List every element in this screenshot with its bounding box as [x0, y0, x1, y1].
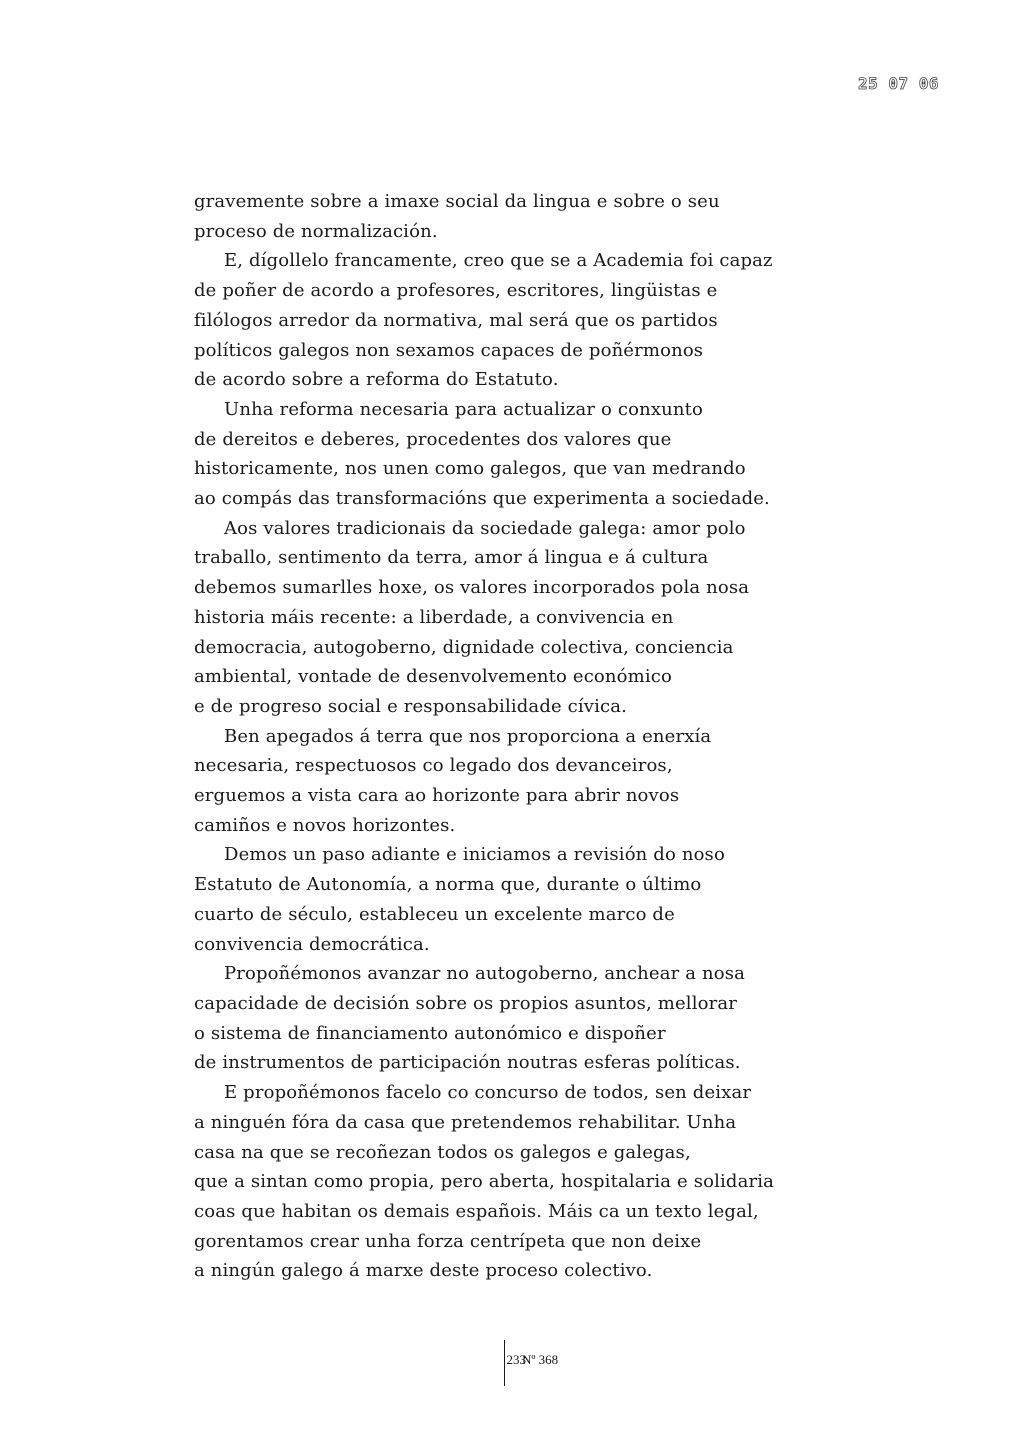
- text-line: de acordo sobre a reforma do Estatuto.: [194, 369, 559, 391]
- footer-divider: [504, 1340, 505, 1386]
- paragraph: [194, 1078, 854, 1286]
- text-line: debemos sumarlles hoxe, os valores incorporados pola nosa: [194, 577, 750, 599]
- text-line: ambiental, vontade de desenvolvemento económico: [194, 666, 672, 688]
- text-line: historicamente, nos unen como galegos, que van medrando: [194, 458, 746, 480]
- text-line: gorentamos crear unha forza centrípeta que non deixe: [194, 1230, 702, 1252]
- text-line: erguemos a vista cara ao horizonte para abrir novos: [194, 785, 680, 807]
- text-line: democracia, autogoberno, dignidade colectiva, conciencia: [194, 636, 734, 658]
- paragraph: [194, 514, 854, 722]
- date-stamp: 25 07 06: [858, 74, 940, 93]
- text-line: e de progreso social e responsabilidade cívica.: [194, 695, 628, 717]
- text-line: gravemente sobre a imaxe social da lingua e sobre o seu: [194, 191, 720, 212]
- text-line: que a sintan como propia, pero aberta, hospitalaria e solidaria: [194, 1171, 775, 1193]
- paragraph: [194, 959, 854, 1078]
- paragraph: [194, 722, 854, 841]
- text-line: historia máis recente: a liberdade, a convivencia en: [194, 606, 674, 628]
- text-line: a ningún galego á marxe deste proceso colectivo.: [194, 1260, 653, 1282]
- text-line: E propoñémonos facelo co concurso de todos, sen deixar: [224, 1082, 752, 1104]
- text-line: de dereitos e deberes, procedentes dos valores que: [194, 428, 672, 450]
- page-number: 233: [506, 1352, 526, 1367]
- text-line: camiños e novos horizontes.: [194, 814, 456, 836]
- issue-number: Nº 368: [522, 1352, 559, 1367]
- text-line: necesaria, respectuosos co legado dos devanceiros,: [194, 755, 673, 777]
- text-line: convivencia democrática.: [194, 933, 430, 955]
- paragraph: [194, 246, 854, 395]
- text-line: políticos galegos non sexamos capaces de poñérmonos: [194, 339, 704, 361]
- page-footer: [440, 1340, 640, 1386]
- text-line: E, dígollelo francamente, creo que se a Academia foi capaz: [224, 250, 773, 272]
- text-line: coas que habitan os demais españois. Máis ca un texto legal,: [194, 1200, 759, 1222]
- text-line: Aos valores tradicionais da sociedade galega: amor polo: [224, 517, 746, 539]
- text-line: proceso de normalización.: [194, 220, 438, 242]
- text-line: Unha reforma necesaria para actualizar o conxunto: [224, 398, 704, 420]
- body-text: [194, 187, 854, 1286]
- text-line: filólogos arredor da normativa, mal será que os partidos: [194, 309, 718, 331]
- text-line: de instrumentos de participación noutras esferas políticas.: [194, 1052, 741, 1074]
- paragraph: [194, 187, 854, 246]
- text-line: ao compás das transformacións que experimenta a sociedade.: [194, 488, 770, 510]
- text-line: de poñer de acordo a profesores, escritores, lingüistas e: [194, 280, 718, 302]
- text-line: o sistema de financiamento autonómico e dispoñer: [194, 1022, 666, 1044]
- text-line: traballo, sentimento da terra, amor á lingua e á cultura: [194, 547, 709, 569]
- text-line: a ninguén fóra da casa que pretendemos rehabilitar. Unha: [194, 1111, 737, 1133]
- text-line: capacidade de decisión sobre os propios asuntos, mellorar: [194, 992, 737, 1014]
- text-line: Demos un paso adiante e iniciamos a revisión do noso: [224, 844, 725, 866]
- text-line: Ben apegados á terra que nos proporciona a enerxía: [224, 725, 712, 747]
- paragraph: [194, 840, 854, 959]
- text-line: cuarto de século, estableceu un excelente marco de: [194, 903, 675, 925]
- text-line: Estatuto de Autonomía, a norma que, durante o último: [194, 874, 702, 896]
- text-line: Propoñémonos avanzar no autogoberno, anchear a nosa: [224, 963, 745, 985]
- text-line: casa na que se recoñezan todos os galegos e galegas,: [194, 1141, 691, 1163]
- paragraph: [194, 395, 854, 514]
